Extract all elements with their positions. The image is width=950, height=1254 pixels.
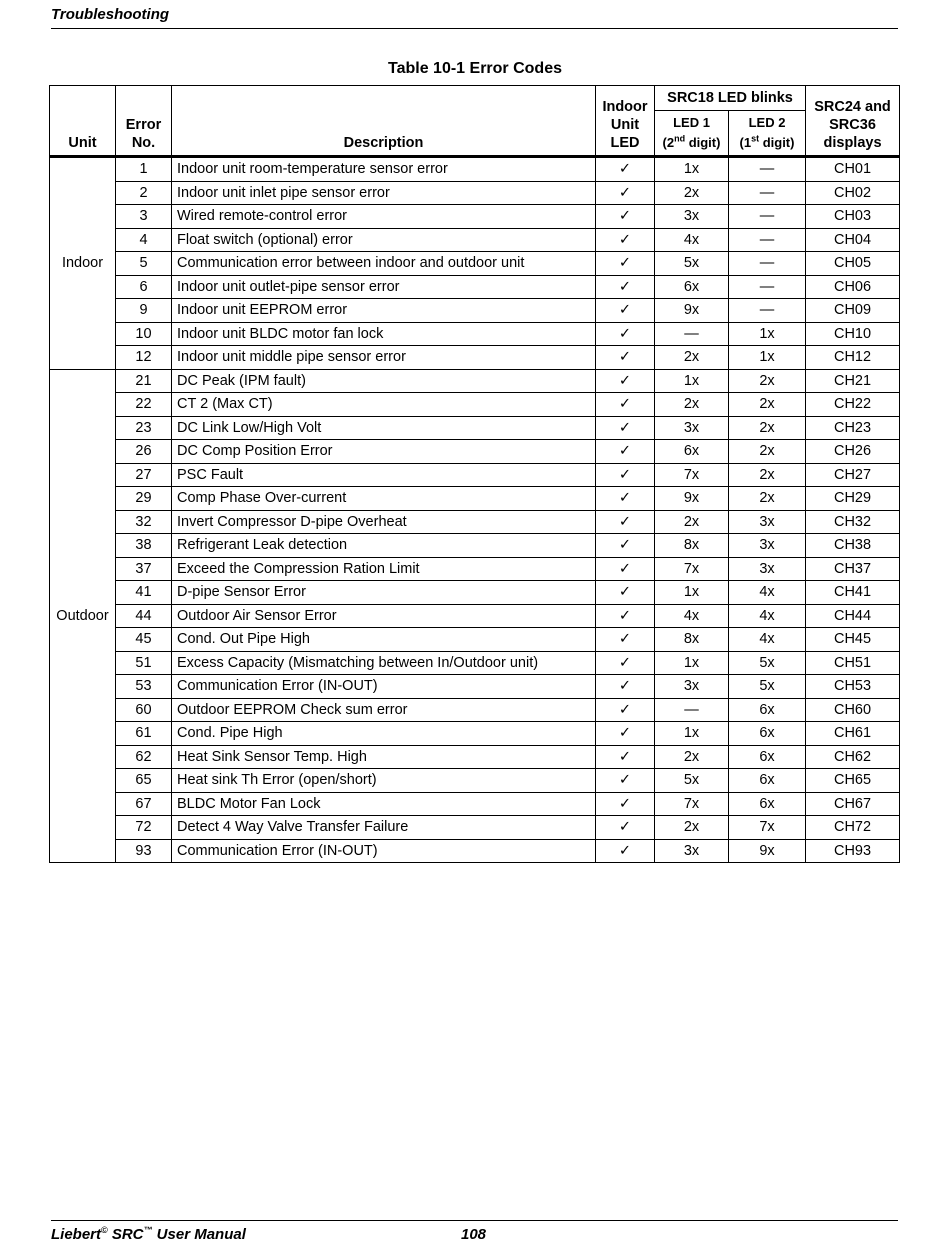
cell-indoor-led-check: ✓ — [596, 440, 655, 464]
cell-description: Float switch (optional) error — [172, 228, 596, 252]
cell-led1: 5x — [655, 769, 729, 793]
header-rule — [51, 28, 898, 29]
cell-indoor-led-check: ✓ — [596, 463, 655, 487]
cell-display-code: CH05 — [806, 252, 900, 276]
cell-display-code: CH51 — [806, 651, 900, 675]
section-header: Troubleshooting — [51, 6, 170, 23]
cell-display-code: CH09 — [806, 299, 900, 323]
cell-led1: 2x — [655, 181, 729, 205]
cell-led1: 3x — [655, 839, 729, 863]
cell-led2: 3x — [729, 510, 806, 534]
cell-led2: 3x — [729, 557, 806, 581]
cell-led2: — — [729, 275, 806, 299]
cell-led2: 4x — [729, 604, 806, 628]
cell-led2: 1x — [729, 322, 806, 346]
cell-indoor-led-check: ✓ — [596, 252, 655, 276]
table-row — [50, 698, 900, 722]
table-row — [50, 440, 900, 464]
cell-error-no: 41 — [116, 581, 172, 605]
cell-error-no: 21 — [116, 369, 172, 393]
cell-indoor-led-check: ✓ — [596, 675, 655, 699]
cell-led1: 8x — [655, 628, 729, 652]
cell-description: Cond. Out Pipe High — [172, 628, 596, 652]
cell-description: DC Comp Position Error — [172, 440, 596, 464]
cell-display-code: CH04 — [806, 228, 900, 252]
header-unit: Unit — [50, 86, 116, 157]
cell-display-code: CH44 — [806, 604, 900, 628]
cell-indoor-led-check: ✓ — [596, 275, 655, 299]
table-row — [50, 581, 900, 605]
cell-led2: 6x — [729, 698, 806, 722]
table-row — [50, 157, 900, 182]
cell-error-no: 2 — [116, 181, 172, 205]
cell-led2: — — [729, 228, 806, 252]
cell-led1: 3x — [655, 675, 729, 699]
cell-description: Indoor unit outlet-pipe sensor error — [172, 275, 596, 299]
cell-description: Heat Sink Sensor Temp. High — [172, 745, 596, 769]
cell-led2: 4x — [729, 581, 806, 605]
cell-indoor-led-check: ✓ — [596, 205, 655, 229]
table-row — [50, 604, 900, 628]
cell-error-no: 9 — [116, 299, 172, 323]
table-row — [50, 299, 900, 323]
cell-led1: 1x — [655, 369, 729, 393]
header-src18-group: SRC18 LED blinks — [655, 86, 806, 111]
cell-error-no: 27 — [116, 463, 172, 487]
cell-indoor-led-check: ✓ — [596, 534, 655, 558]
table-row — [50, 792, 900, 816]
cell-description: DC Peak (IPM fault) — [172, 369, 596, 393]
cell-description: Indoor unit EEPROM error — [172, 299, 596, 323]
table-row — [50, 393, 900, 417]
table-row — [50, 416, 900, 440]
cell-display-code: CH22 — [806, 393, 900, 417]
table-row — [50, 651, 900, 675]
cell-led2: 2x — [729, 440, 806, 464]
cell-display-code: CH29 — [806, 487, 900, 511]
cell-led2: — — [729, 299, 806, 323]
cell-error-no: 23 — [116, 416, 172, 440]
table-row — [50, 275, 900, 299]
cell-description: Refrigerant Leak detection — [172, 534, 596, 558]
cell-display-code: CH12 — [806, 346, 900, 370]
cell-led2: 2x — [729, 369, 806, 393]
cell-error-no: 5 — [116, 252, 172, 276]
cell-led1: 1x — [655, 157, 729, 182]
cell-led2: — — [729, 157, 806, 182]
cell-error-no: 45 — [116, 628, 172, 652]
cell-display-code: CH72 — [806, 816, 900, 840]
cell-indoor-led-check: ✓ — [596, 816, 655, 840]
cell-description: D-pipe Sensor Error — [172, 581, 596, 605]
cell-indoor-led-check: ✓ — [596, 299, 655, 323]
cell-error-no: 22 — [116, 393, 172, 417]
cell-indoor-led-check: ✓ — [596, 228, 655, 252]
cell-error-no: 6 — [116, 275, 172, 299]
cell-description: PSC Fault — [172, 463, 596, 487]
group-outdoor: Outdoor — [50, 369, 116, 863]
table-row — [50, 557, 900, 581]
cell-led2: 3x — [729, 534, 806, 558]
cell-description: Communication Error (IN-OUT) — [172, 675, 596, 699]
cell-indoor-led-check: ✓ — [596, 839, 655, 863]
cell-led1: 9x — [655, 487, 729, 511]
cell-led2: 1x — [729, 346, 806, 370]
cell-display-code: CH65 — [806, 769, 900, 793]
cell-indoor-led-check: ✓ — [596, 722, 655, 746]
cell-display-code: CH23 — [806, 416, 900, 440]
cell-led2: 2x — [729, 416, 806, 440]
cell-indoor-led-check: ✓ — [596, 487, 655, 511]
cell-display-code: CH41 — [806, 581, 900, 605]
cell-display-code: CH61 — [806, 722, 900, 746]
cell-led2: 5x — [729, 651, 806, 675]
table-row — [50, 534, 900, 558]
table-title: Table 10-1 Error Codes — [388, 60, 562, 77]
error-codes-table — [49, 85, 900, 863]
cell-display-code: CH06 — [806, 275, 900, 299]
cell-indoor-led-check: ✓ — [596, 769, 655, 793]
table-row — [50, 181, 900, 205]
cell-display-code: CH10 — [806, 322, 900, 346]
cell-led2: — — [729, 205, 806, 229]
cell-indoor-led-check: ✓ — [596, 651, 655, 675]
cell-indoor-led-check: ✓ — [596, 346, 655, 370]
cell-indoor-led-check: ✓ — [596, 698, 655, 722]
cell-indoor-led-check: ✓ — [596, 322, 655, 346]
cell-description: Indoor unit BLDC motor fan lock — [172, 322, 596, 346]
cell-indoor-led-check: ✓ — [596, 369, 655, 393]
cell-display-code: CH26 — [806, 440, 900, 464]
cell-description: DC Link Low/High Volt — [172, 416, 596, 440]
cell-error-no: 12 — [116, 346, 172, 370]
table-row — [50, 722, 900, 746]
cell-description: Outdoor EEPROM Check sum error — [172, 698, 596, 722]
table-row — [50, 628, 900, 652]
cell-description: Excess Capacity (Mismatching between In/Outdoor unit) — [172, 651, 596, 675]
cell-display-code: CH67 — [806, 792, 900, 816]
cell-led1: 1x — [655, 722, 729, 746]
cell-error-no: 53 — [116, 675, 172, 699]
cell-description: Outdoor Air Sensor Error — [172, 604, 596, 628]
cell-led1: 2x — [655, 745, 729, 769]
cell-indoor-led-check: ✓ — [596, 604, 655, 628]
cell-error-no: 29 — [116, 487, 172, 511]
footer-rule — [51, 1220, 898, 1221]
cell-indoor-led-check: ✓ — [596, 745, 655, 769]
cell-description: Indoor unit inlet pipe sensor error — [172, 181, 596, 205]
cell-display-code: CH21 — [806, 369, 900, 393]
cell-display-code: CH27 — [806, 463, 900, 487]
cell-led1: 2x — [655, 816, 729, 840]
table-row — [50, 369, 900, 393]
cell-display-code: CH62 — [806, 745, 900, 769]
cell-led1: 7x — [655, 557, 729, 581]
table-row — [50, 816, 900, 840]
cell-indoor-led-check: ✓ — [596, 557, 655, 581]
table-row — [50, 463, 900, 487]
cell-led2: 6x — [729, 722, 806, 746]
cell-indoor-led-check: ✓ — [596, 181, 655, 205]
cell-led1: 2x — [655, 510, 729, 534]
cell-error-no: 26 — [116, 440, 172, 464]
cell-led2: 4x — [729, 628, 806, 652]
cell-description: Indoor unit room-temperature sensor error — [172, 157, 596, 182]
table-row — [50, 228, 900, 252]
table-row — [50, 510, 900, 534]
cell-led2: 5x — [729, 675, 806, 699]
cell-led1: 2x — [655, 346, 729, 370]
header-led1: LED 1 (2nd digit) — [655, 111, 729, 157]
cell-description: Invert Compressor D-pipe Overheat — [172, 510, 596, 534]
cell-error-no: 4 — [116, 228, 172, 252]
cell-led1: — — [655, 322, 729, 346]
cell-indoor-led-check: ✓ — [596, 416, 655, 440]
cell-led2: 2x — [729, 393, 806, 417]
cell-led2: 9x — [729, 839, 806, 863]
table-row — [50, 675, 900, 699]
cell-description: Heat sink Th Error (open/short) — [172, 769, 596, 793]
cell-display-code: CH60 — [806, 698, 900, 722]
cell-indoor-led-check: ✓ — [596, 510, 655, 534]
table-row — [50, 205, 900, 229]
cell-error-no: 1 — [116, 157, 172, 182]
cell-error-no: 37 — [116, 557, 172, 581]
cell-indoor-led-check: ✓ — [596, 157, 655, 182]
cell-error-no: 44 — [116, 604, 172, 628]
cell-error-no: 93 — [116, 839, 172, 863]
cell-led1: 4x — [655, 604, 729, 628]
cell-error-no: 61 — [116, 722, 172, 746]
table-row — [50, 346, 900, 370]
table-row — [50, 839, 900, 863]
header-indoor-led: Indoor Unit LED — [596, 86, 655, 157]
cell-display-code: CH32 — [806, 510, 900, 534]
cell-display-code: CH93 — [806, 839, 900, 863]
cell-description: Communication Error (IN-OUT) — [172, 839, 596, 863]
cell-error-no: 10 — [116, 322, 172, 346]
cell-description: Detect 4 Way Valve Transfer Failure — [172, 816, 596, 840]
cell-error-no: 67 — [116, 792, 172, 816]
cell-led2: 6x — [729, 745, 806, 769]
table-row — [50, 769, 900, 793]
cell-display-code: CH01 — [806, 157, 900, 182]
cell-led2: 7x — [729, 816, 806, 840]
cell-description: BLDC Motor Fan Lock — [172, 792, 596, 816]
header-led2: LED 2 (1st digit) — [729, 111, 806, 157]
cell-led2: 2x — [729, 487, 806, 511]
header-description: Description — [172, 86, 596, 157]
cell-led1: 8x — [655, 534, 729, 558]
cell-indoor-led-check: ✓ — [596, 792, 655, 816]
table-row — [50, 745, 900, 769]
cell-led1: 6x — [655, 275, 729, 299]
cell-led1: 9x — [655, 299, 729, 323]
page-number: 108 — [461, 1226, 487, 1243]
group-indoor: Indoor — [50, 157, 116, 370]
cell-led1: 6x — [655, 440, 729, 464]
cell-description: Cond. Pipe High — [172, 722, 596, 746]
cell-led1: 1x — [655, 581, 729, 605]
cell-led2: 6x — [729, 769, 806, 793]
cell-error-no: 60 — [116, 698, 172, 722]
cell-led1: — — [655, 698, 729, 722]
header-error-no: Error No. — [116, 86, 172, 157]
cell-error-no: 62 — [116, 745, 172, 769]
footer-manual-title: Liebert© SRC™ User Manual — [51, 1225, 246, 1243]
cell-led2: — — [729, 181, 806, 205]
cell-led2: 2x — [729, 463, 806, 487]
table-row — [50, 487, 900, 511]
table-row — [50, 322, 900, 346]
cell-led2: 6x — [729, 792, 806, 816]
cell-indoor-led-check: ✓ — [596, 628, 655, 652]
cell-led1: 4x — [655, 228, 729, 252]
table-row — [50, 252, 900, 276]
cell-led1: 3x — [655, 416, 729, 440]
cell-error-no: 32 — [116, 510, 172, 534]
header-src24-displays: SRC24 and SRC36 displays — [806, 86, 900, 157]
cell-display-code: CH37 — [806, 557, 900, 581]
cell-led1: 7x — [655, 792, 729, 816]
cell-description: Exceed the Compression Ration Limit — [172, 557, 596, 581]
cell-error-no: 51 — [116, 651, 172, 675]
cell-led1: 5x — [655, 252, 729, 276]
cell-led1: 1x — [655, 651, 729, 675]
cell-display-code: CH03 — [806, 205, 900, 229]
cell-display-code: CH38 — [806, 534, 900, 558]
cell-description: Indoor unit middle pipe sensor error — [172, 346, 596, 370]
cell-led1: 7x — [655, 463, 729, 487]
cell-error-no: 72 — [116, 816, 172, 840]
cell-description: Wired remote-control error — [172, 205, 596, 229]
cell-led1: 2x — [655, 393, 729, 417]
cell-description: Comp Phase Over-current — [172, 487, 596, 511]
cell-indoor-led-check: ✓ — [596, 393, 655, 417]
cell-description: CT 2 (Max CT) — [172, 393, 596, 417]
cell-led2: — — [729, 252, 806, 276]
cell-error-no: 3 — [116, 205, 172, 229]
cell-error-no: 65 — [116, 769, 172, 793]
cell-display-code: CH53 — [806, 675, 900, 699]
cell-description: Communication error between indoor and outdoor unit — [172, 252, 596, 276]
cell-led1: 3x — [655, 205, 729, 229]
cell-display-code: CH02 — [806, 181, 900, 205]
cell-error-no: 38 — [116, 534, 172, 558]
cell-indoor-led-check: ✓ — [596, 581, 655, 605]
cell-display-code: CH45 — [806, 628, 900, 652]
